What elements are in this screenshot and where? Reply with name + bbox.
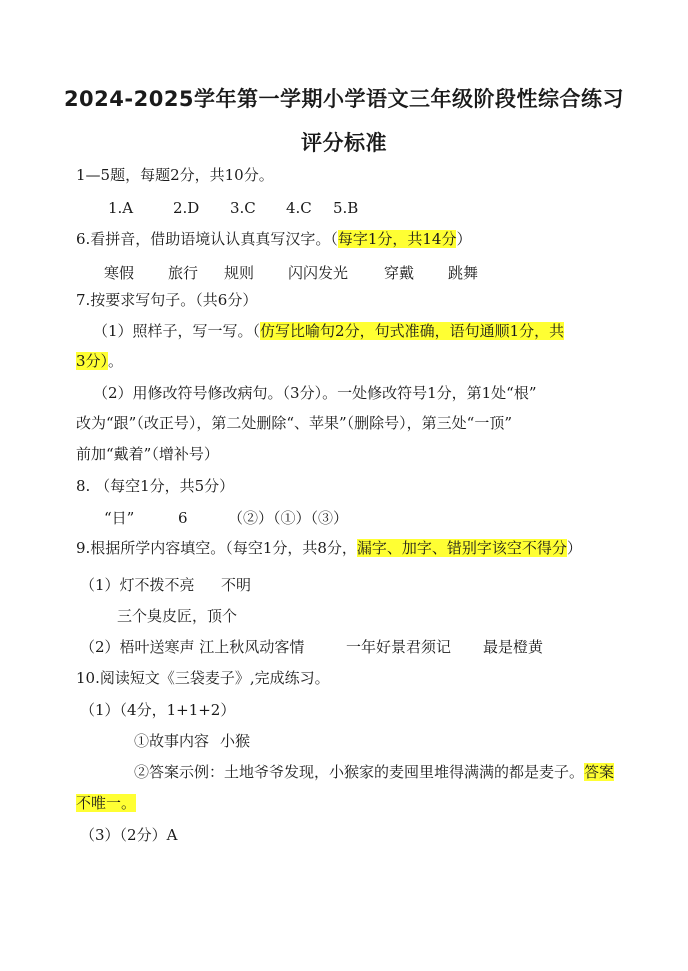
q8-answer-2: 6 [178, 509, 188, 527]
q10-part1-a-text: ①故事内容 [134, 732, 210, 750]
q6-answer-4: 闪闪发光 [288, 264, 349, 282]
q6-heading-close: ） [456, 230, 472, 248]
q10-part1-c [134, 762, 614, 782]
q10-heading: 10.阅读短文《三袋麦子》,完成练习。 [76, 669, 330, 687]
q1-5-heading: 1—5题，每题2分，共10分。 [76, 166, 274, 184]
answer-3: 3.C [230, 199, 256, 217]
q6-answer-2: 旅行 [168, 264, 199, 282]
answer-5: 5.B [333, 199, 359, 217]
q9-part1-label: （1）灯不拨不亮 [80, 576, 195, 594]
q6-answer-6: 跳舞 [448, 264, 479, 282]
q7-part2-line3: 前加“戴着”（增补号） [76, 445, 219, 463]
q9-part1-answer: 不明 [221, 576, 252, 594]
q9-part1 [80, 575, 251, 595]
q9-part2-answer-2: 最是橙黄 [483, 638, 544, 656]
answer-4: 4.C [286, 199, 312, 217]
q9-part2 [80, 637, 543, 657]
page-subtitle: 评分标准 [301, 131, 387, 155]
q1-5-answers [108, 198, 358, 218]
q7-part1-text: （1）照样子，写一写。（ [93, 322, 261, 340]
q6-answers [104, 263, 478, 283]
q9-scoring-highlight: 漏字、加字、错别字该空不得分 [356, 539, 567, 557]
q6-heading [76, 229, 471, 249]
q10-part1-label: （1）（4分，1+1+2） [80, 701, 236, 719]
q6-answer-1: 寒假 [104, 264, 135, 282]
q7-part1-end: 。 [108, 352, 124, 370]
q7-part1-scoring-highlight-2: 3分） [76, 352, 109, 370]
q7-part2-line1: （2）用修改符号修改病句。（3分）。一处修改符号1分，第1处“根” [93, 384, 537, 402]
q10-part1-c-text: ②答案示例：土地爷爷发现，小猴家的麦囤里堆得满满的都是麦子。 [134, 763, 585, 781]
q7-part1-scoring-highlight: 仿写比喻句2分，句式准确，语句通顺1分，共 [260, 322, 565, 340]
q7-part1 [93, 321, 564, 341]
q9-heading-close: ） [566, 539, 582, 557]
q8-answer-1: “日” [104, 509, 135, 527]
q9-heading [76, 538, 582, 558]
q10-part1-note [76, 793, 136, 813]
q10-part3: （3）（2分）A [80, 826, 178, 844]
q6-answer-3: 规则 [224, 264, 255, 282]
answer-1: 1.A [108, 199, 134, 217]
q8-heading: 8. （每空1分，共5分） [76, 477, 235, 495]
q6-heading-text: 6.看拼音，借助语境认认真真写汉字。（ [76, 230, 338, 248]
q6-answer-5: 穿戴 [384, 264, 415, 282]
q8-answer-3: （②）（①）（③） [228, 509, 349, 527]
q9-part2-answer-1: 一年好景君须记 [346, 638, 452, 656]
q7-part2-line2: 改为“跟”（改正号），第二处删除“、苹果”（删除号），第三处“一顶” [76, 414, 513, 432]
q10-note-highlight-2: 不唯一。 [76, 794, 137, 812]
q7-heading: 7.按要求写句子。（共6分） [76, 291, 258, 309]
q9-part1-line2: 三个臭皮匠，顶个 [117, 607, 238, 625]
q10-part1-a-answer: 小猴 [220, 732, 251, 750]
q7-part1-cont [76, 351, 123, 371]
answer-2: 2.D [173, 199, 200, 217]
q10-part1-a [134, 731, 250, 751]
q6-scoring-highlight: 每字1分，共14分 [337, 230, 457, 248]
page-title: 2024-2025学年第一学期小学语文三年级阶段性综合练习 [63, 87, 625, 111]
q8-answers [104, 508, 348, 528]
q10-note-highlight: 答案 [584, 763, 615, 781]
q9-heading-text: 9.根据所学内容填空。（每空1分，共8分， [76, 539, 357, 557]
q9-part2-label: （2）梧叶送寒声 江上秋风动客情 [80, 638, 305, 656]
